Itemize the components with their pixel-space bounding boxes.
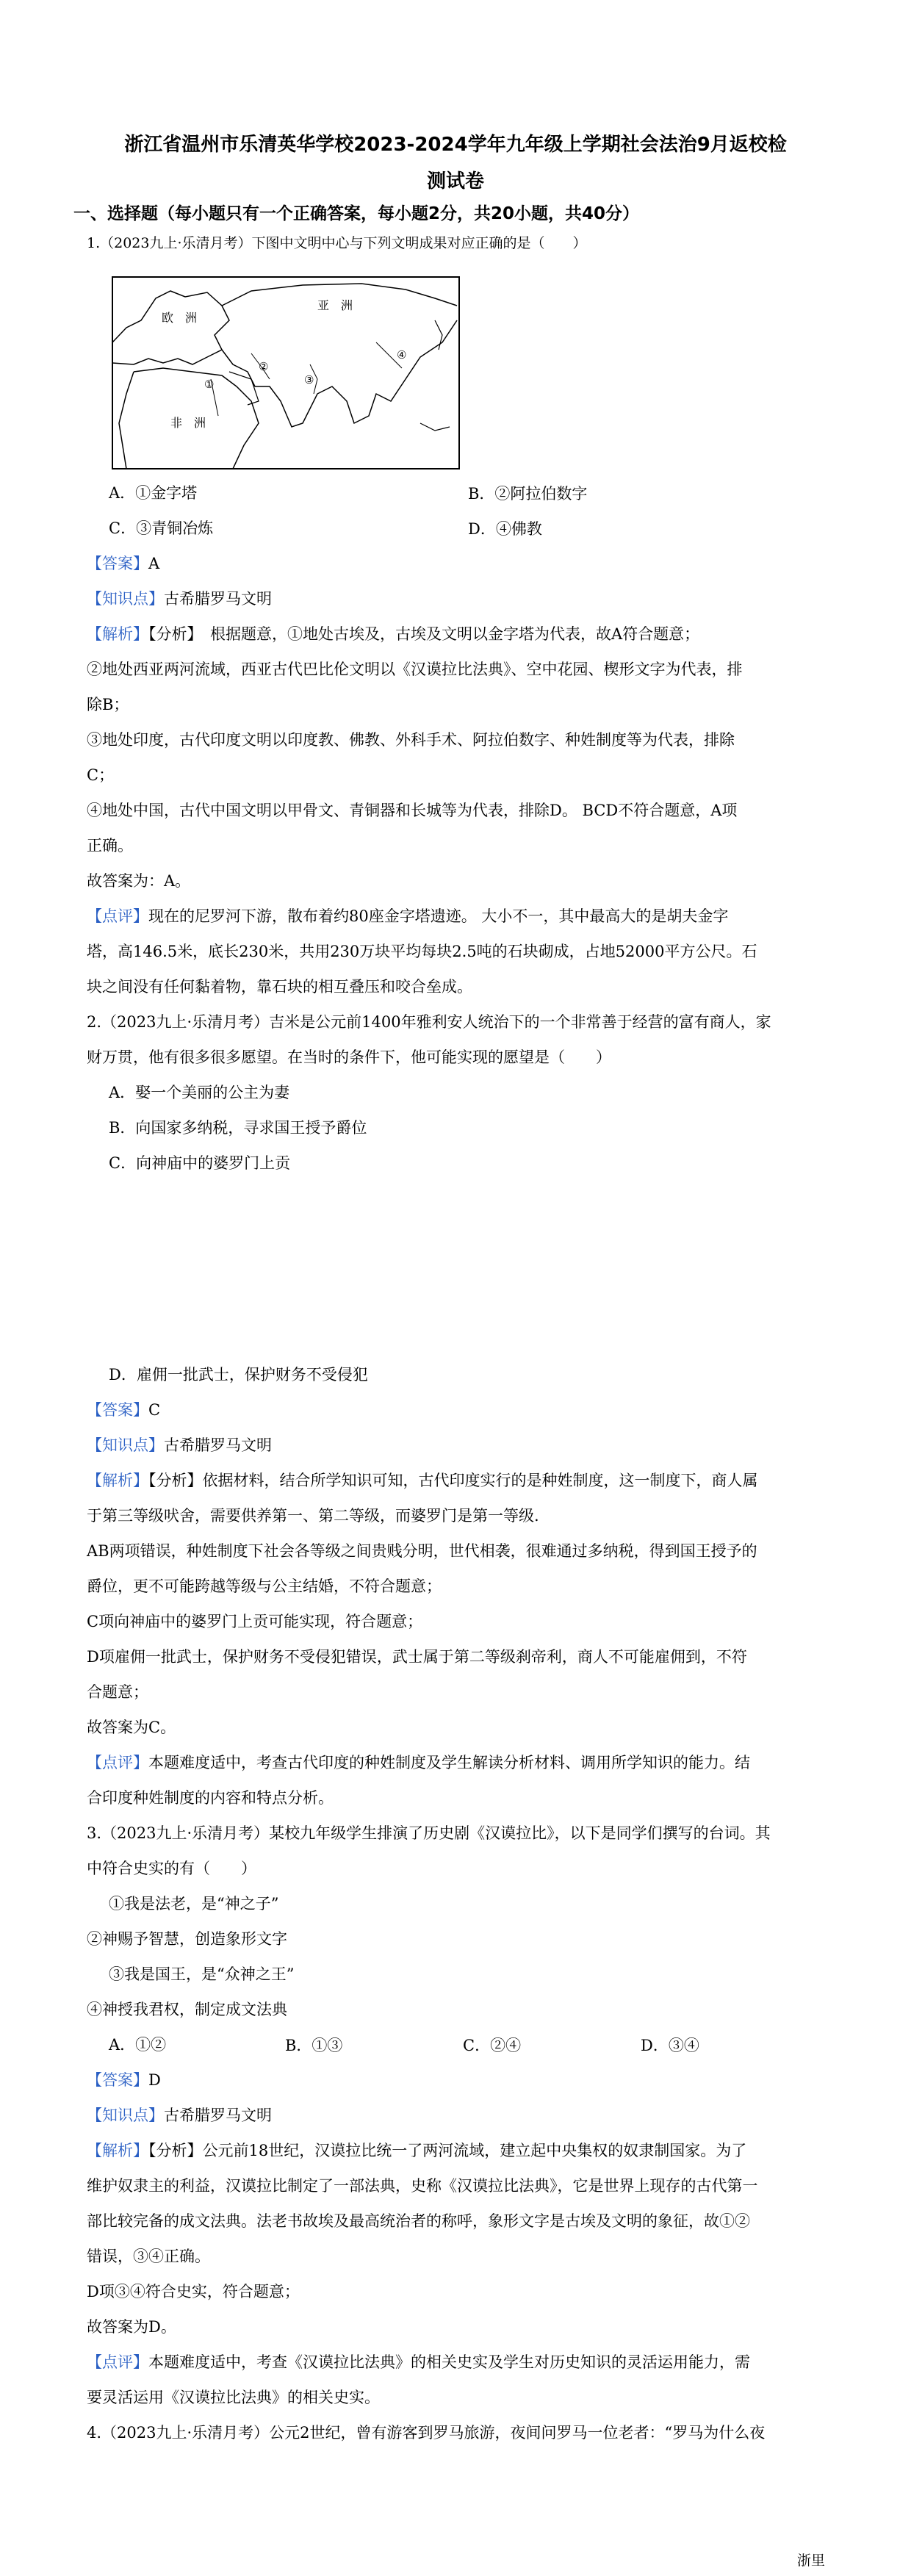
page-footer: 浙里 xyxy=(797,2552,826,2569)
review-label: 【点评】 xyxy=(87,907,148,925)
map-marker-3: ③ xyxy=(304,373,314,386)
q1-analysis-line: ②地处西亚两河流域，西亚古代巴比伦文明以《汉谟拉比法典》、空中花园、楔形文字为代表，排 xyxy=(87,661,743,678)
q1-option-d: D．④佛教 xyxy=(468,520,542,538)
q2-point: 【知识点】古希腊罗马文明 xyxy=(87,1436,272,1454)
q1-analysis-line: ③地处印度，古代印度文明以印度教、佛教、外科手术、阿拉伯数字、种姓制度等为代表，排除 xyxy=(87,731,735,749)
q2-review-line: 合印度种姓制度的内容和特点分析。 xyxy=(87,1789,334,1807)
q1-analysis-line: 【解析】【分析】 根据题意，①地处古埃及，古埃及文明以金字塔为代表，故A符合题意； xyxy=(87,625,700,643)
map-marker-4: ④ xyxy=(397,348,407,361)
q1-analysis-line: 故答案为：A。 xyxy=(87,872,191,890)
q3-analysis-line: D项③④符合史实，符合题意； xyxy=(87,2283,300,2300)
q3-review-line: 要灵活运用《汉谟拉比法典》的相关史实。 xyxy=(87,2389,380,2406)
map-label-europe: 欧 洲 xyxy=(162,311,198,325)
document-title-line2: 测试卷 xyxy=(426,170,484,193)
q2-analysis-line: D项雇佣一批武士，保护财务不受侵犯错误，武士属于第二等级刹帝利，商人不可能雇佣到，不符 xyxy=(87,1648,747,1666)
q1-option-b: B．②阿拉伯数字 xyxy=(468,485,588,503)
q1-analysis-line: 除B； xyxy=(87,696,129,713)
map-label-asia: 亚 洲 xyxy=(317,298,353,312)
q1-point xyxy=(87,588,272,610)
q3-item: ②神赐予智慧，创造象形文字 xyxy=(87,1930,287,1948)
q3-option-d: D．③④ xyxy=(641,2037,699,2054)
question-1-stem: 1.（2023九上·乐清月考）下图中文明中心与下列文明成果对应正确的是（ ） xyxy=(87,235,587,251)
q1-option-a: A．①金字塔 xyxy=(109,484,198,502)
q3-option-b: B．①③ xyxy=(285,2037,343,2054)
q2-review-line: 【点评】本题难度适中，考查古代印度的种姓制度及学生解读分析材料、调用所学知识的能力。结 xyxy=(87,1754,750,1771)
q2-analysis-line: C项向神庙中的婆罗门上贡可能实现，符合题意； xyxy=(87,1613,423,1630)
map-label-africa: 非 洲 xyxy=(170,416,206,430)
q2-analysis-line: 爵位，更不可能跨越等级与公主结婚，不符合题意； xyxy=(87,1577,442,1595)
q2-analysis-line: AB两项错误，种姓制度下社会各等级之间贵贱分明，世代相袭，很难通过多纳税，得到国王授予的 xyxy=(87,1542,757,1560)
q3-item: ①我是法老，是“神之子” xyxy=(109,1895,279,1913)
q3-point: 【知识点】古希腊罗马文明 xyxy=(87,2107,272,2124)
q3-analysis-line: 错误，③④正确。 xyxy=(87,2248,210,2265)
question-2-stem: 财万贯，他有很多很多愿望。在当时的条件下，他可能实现的愿望是（ ） xyxy=(87,1048,611,1066)
q2-answer: 【答案】C xyxy=(87,1401,161,1419)
answer-label: 【答案】 xyxy=(87,555,148,572)
q3-item: ③我是国王，是“众神之王” xyxy=(109,1965,295,1983)
world-map-figure xyxy=(112,276,460,469)
q1-analysis-line: C； xyxy=(87,766,115,784)
q2-option-c: C．向神庙中的婆罗门上贡 xyxy=(109,1154,291,1172)
q2-analysis-line: 故答案为C。 xyxy=(87,1719,176,1736)
q2-option-b: B．向国家多纳税，寻求国王授予爵位 xyxy=(109,1119,367,1137)
q3-analysis-line: 部比较完备的成文法典。法老书故埃及最高统治者的称呼，象形文字是古埃及文明的象征，故①② xyxy=(87,2212,750,2230)
document-title: 浙江省温州市乐清英华学校2023-2024学年九年级上学期社会法治9月返校检 xyxy=(124,134,787,156)
q2-analysis-line: 合题意； xyxy=(87,1683,148,1701)
q3-analysis-line: 维护奴隶主的利益，汉谟拉比制定了一部法典，史称《汉谟拉比法典》，它是世界上现存的古代第一 xyxy=(87,2177,758,2195)
q3-item: ④神授我君权，制定成文法典 xyxy=(87,2001,287,2018)
map-marker-1: ① xyxy=(204,378,215,391)
section-heading: 一、选择题（每小题只有一个正确答案，每小题2分，共20小题，共40分） xyxy=(73,204,640,223)
q3-analysis-line: 故答案为D。 xyxy=(87,2318,176,2336)
point-label: 【知识点】 xyxy=(87,590,164,608)
q2-analysis-line: 【解析】【分析】依据材料，结合所学知识可知，古代印度实行的是种姓制度，这一制度下，商人属 xyxy=(87,1472,758,1489)
q1-analysis-line: ④地处中国，古代中国文明以甲骨文、青铜器和长城等为代表，排除D。 BCD不符合题意，A项 xyxy=(87,802,738,819)
q1-answer xyxy=(87,553,159,575)
analysis-label: 【解析】 xyxy=(87,625,148,643)
q3-answer: 【答案】D xyxy=(87,2071,161,2089)
q1-option-c: C．③青铜冶炼 xyxy=(109,519,214,537)
q3-option-c: C．②④ xyxy=(463,2037,522,2054)
q2-analysis-line: 于第三等级吠舍，需要供养第一、第二等级，而婆罗门是第一等级. xyxy=(87,1507,539,1525)
q1-analysis-line: 正确。 xyxy=(87,837,133,855)
question-3-stem: 3.（2023九上·乐清月考）某校九年级学生排演了历史剧《汉谟拉比》，以下是同学们撰写的台词。其 xyxy=(87,1824,771,1842)
question-4-stem: 4.（2023九上·乐清月考）公元2世纪，曾有游客到罗马旅游，夜间问罗马一位老者：“罗马为什么夜 xyxy=(87,2424,766,2442)
q1-review-line: 塔，高146.5米，底长230米，共用230万块平均每块2.5吨的石块砌成，占地52000平方公尺。石 xyxy=(87,943,757,960)
q1-review-line: 块之间没有任何黏着物，靠石块的相互叠压和咬合垒成。 xyxy=(87,978,472,996)
q1-review-line: 【点评】现在的尼罗河下游，散布着约80座金字塔遗迹。 大小不一，其中最高大的是胡夫金字 xyxy=(87,907,729,925)
q3-review-line: 【点评】本题难度适中，考查《汉谟拉比法典》的相关史实及学生对历史知识的灵活运用能力，需 xyxy=(87,2353,750,2371)
q1-point-value: 古希腊罗马文明 xyxy=(164,590,272,608)
question-3-stem: 中符合史实的有（ ） xyxy=(87,1860,256,1877)
q2-option-a: A．娶一个美丽的公主为妻 xyxy=(109,1084,290,1101)
q3-analysis-line: 【解析】【分析】公元前18世纪，汉谟拉比统一了两河流域，建立起中央集权的奴隶制国家。为了 xyxy=(87,2142,747,2159)
question-2-stem: 2.（2023九上·乐清月考）吉米是公元前1400年雅利安人统治下的一个非常善于经营的富有商人，家 xyxy=(87,1013,771,1031)
q2-option-d: D．雇佣一批武士，保护财务不受侵犯 xyxy=(109,1366,368,1384)
q1-answer-value: A xyxy=(148,555,160,572)
q3-option-a: A．①② xyxy=(109,2036,167,2054)
map-marker-2: ② xyxy=(259,360,269,373)
